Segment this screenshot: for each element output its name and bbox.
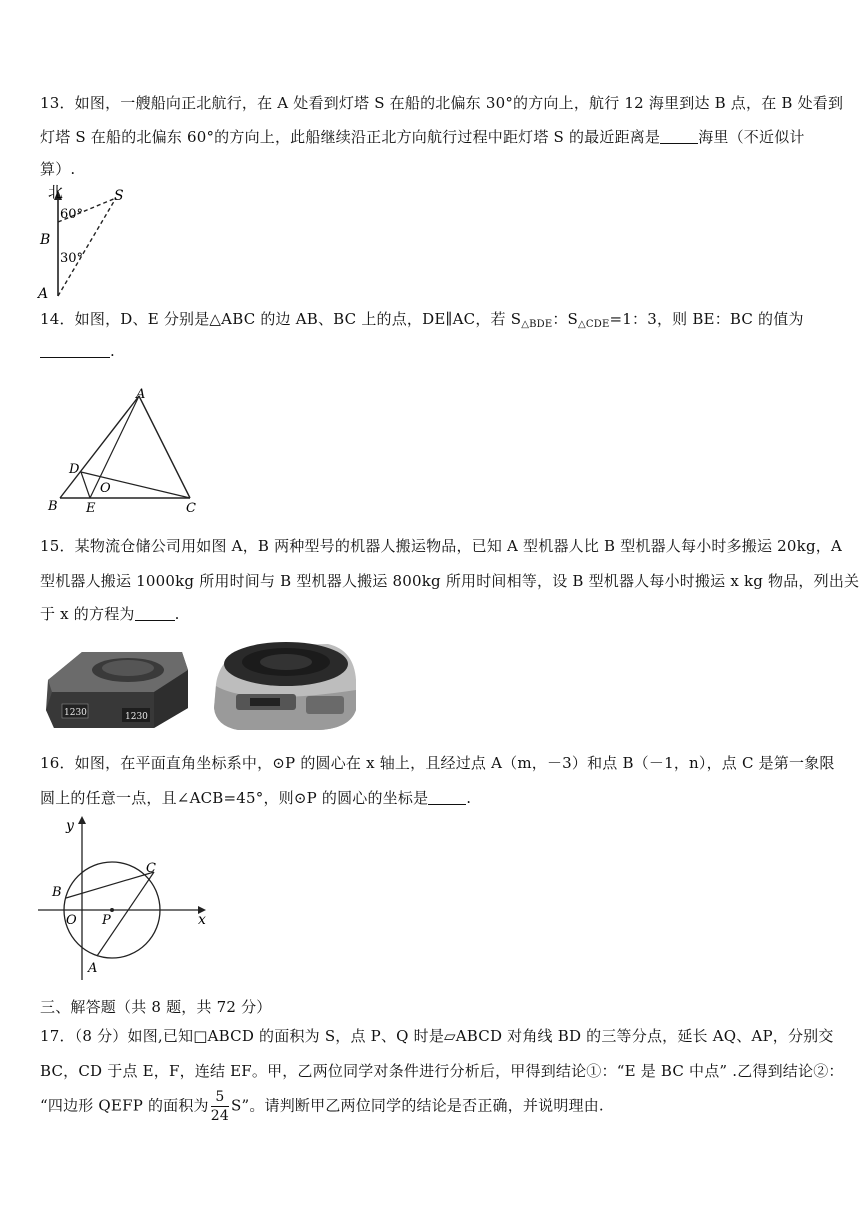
q16-line-2-text: 圆上的任意一点，且∠ACB=45°，则⊙P 的圆心的坐标是	[40, 789, 429, 807]
tri-e-label: E	[86, 501, 96, 516]
tri-d-label: D	[69, 462, 80, 477]
q17-line-3-text: “四边形 QEFP 的面积为	[40, 1096, 209, 1115]
robot-a-label: 1230	[64, 708, 87, 718]
q16-answer-blank[interactable]	[428, 792, 466, 805]
q17-line-3-tail: S”。请判断甲乙两位同学的结论是否正确，并说明理由.	[230, 1096, 604, 1115]
tri-c-label: C	[186, 501, 196, 516]
q16-line-2-tail: .	[466, 789, 472, 807]
q13-line-2	[40, 126, 805, 147]
q17-line-3	[40, 1088, 604, 1125]
axis-y-label: y	[66, 818, 74, 834]
q14-text-3: =1：3，则 BE：BC 的值为	[609, 310, 804, 328]
robot-a-image	[42, 640, 192, 732]
q14-text-1: 14．如图，D、E 分别是△ABC 的边 AB、BC 上的点，DE∥AC，若 S	[40, 310, 522, 328]
q14-sub-bde: △BDE	[521, 319, 553, 330]
q17-line-1: 17．（8 分）如图,已知□ABCD 的面积为 S，点 P、Q 时是▱ABCD 对角线 BD 的三等分点，延长 AQ、AP，分别交	[40, 1027, 834, 1045]
q16-line-1: 16．如图，在平面直角坐标系中，⊙P 的圆心在 x 轴上，且经过点 A（m，－3）和点 B（－1，n），点 C 是第一象限	[40, 754, 835, 772]
q14-answer-blank[interactable]	[40, 345, 110, 358]
center-p-label: P	[102, 913, 111, 928]
point-s-label: S	[114, 188, 124, 204]
q14-figure	[44, 384, 204, 516]
point-a-label: A	[38, 286, 49, 300]
q13-figure	[34, 182, 134, 300]
q16-figure	[38, 812, 210, 982]
section-3-title: 三、解答题（共 8 题，共 72 分）	[40, 998, 272, 1016]
q15-line-2: 型机器人搬运 1000kg 所用时间与 B 型机器人搬运 800kg 所用时间相等，设 B 型机器人每小时搬运 x kg 物品，列出关	[40, 572, 860, 590]
origin-o-label: O	[66, 913, 77, 928]
tri-b-label: B	[48, 499, 58, 514]
point-b-label: B	[40, 232, 51, 248]
q14-line-2-tail: .	[110, 342, 115, 360]
q13-answer-blank[interactable]	[660, 131, 698, 144]
q13-line-2-text: 灯塔 S 在船的北偏东 60°的方向上，此船继续沿正北方向航行过程中距灯塔 S 的最近距离是	[40, 128, 661, 146]
fraction-denominator: 24	[210, 1108, 229, 1124]
q15-line-3	[40, 603, 180, 624]
q15-answer-blank[interactable]	[135, 608, 175, 621]
fraction-numerator: 5	[211, 1088, 229, 1107]
circle-b-label: B	[52, 885, 62, 900]
q14-text-2: ：S	[552, 310, 579, 328]
robot-a-label-2: 1230	[125, 712, 148, 722]
q16-line-2	[40, 787, 471, 808]
tri-o-label: O	[100, 481, 111, 496]
q13-line-2-tail: 海里（不近似计	[698, 128, 805, 146]
q15-line-1: 15．某物流仓储公司用如图 A，B 两种型号的机器人搬运物品，已知 A 型机器人比 B 型机器人每小时多搬运 20kg，A	[40, 537, 842, 555]
robot-b-image	[210, 636, 360, 732]
q14-line-1	[40, 308, 804, 330]
north-label: 北	[48, 183, 64, 201]
q14-sub-cde: △CDE	[578, 319, 610, 330]
tri-a-label: A	[136, 387, 146, 402]
circle-c-label: C	[146, 861, 156, 876]
q15-line-3-tail: .	[174, 605, 180, 623]
q15-line-3-text: 于 x 的方程为	[40, 605, 135, 623]
q13-line-3: 算）.	[40, 160, 76, 178]
fraction-5-24	[211, 1088, 229, 1125]
angle-60-label: 60°	[60, 207, 84, 222]
q14-line-2	[40, 342, 115, 360]
angle-30-label: 30°	[60, 251, 84, 266]
q13-line-1: 13．如图，一艘船向正北航行，在 A 处看到灯塔 S 在船的北偏东 30°的方向上，航行 12 海里到达 B 点，在 B 处看到	[40, 94, 844, 112]
axis-x-label: x	[198, 912, 206, 928]
circle-a-label: A	[88, 961, 98, 976]
q17-line-2: BC，CD 于点 E，F，连结 EF。甲，乙两位同学对条件进行分析后，甲得到结论①：“E 是 BC 中点” .乙得到结论②：	[40, 1062, 844, 1080]
